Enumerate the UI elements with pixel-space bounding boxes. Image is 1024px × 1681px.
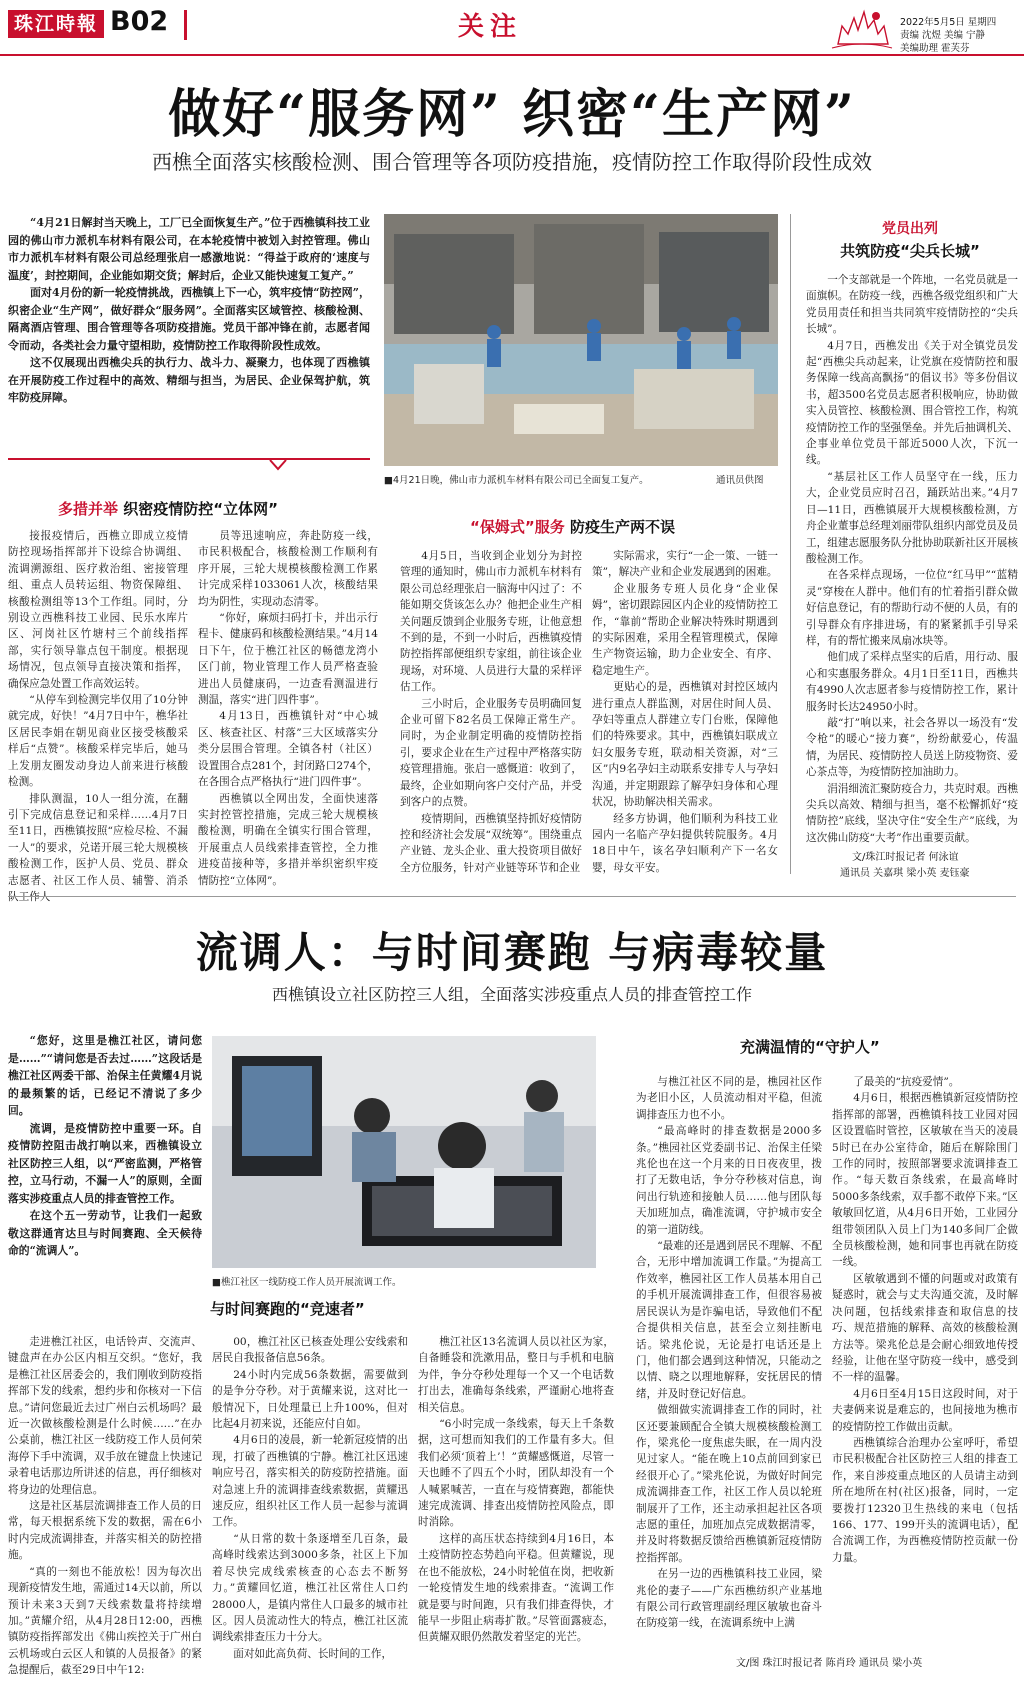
sidebar-title: 共筑防疫“尖兵长城”	[840, 242, 980, 260]
sidebar-divider	[790, 214, 791, 874]
paragraph: 走进樵江社区，电话铃声、交流声、键盘声在办公区内相互交织。“您好，我是樵江社区居委会的，我们刚收到防疫指挥部下发的线索，想约步和你核对一下信息。”请问您最近去过广州白云机场吗？最近一次做核酸检测是什么时候……”在办公桌前，樵江社区一线防疫工作人员何荣海停下手中流调，双手放在键盘上快速记录着电话那边所讲述的信息，再仔细核对将身边的处理信息。	[8, 1336, 202, 1496]
paragraph: 西樵镇以全网出发，全面快速落实封控管控措施，完成三轮大规模核酸检测，明确在全镇实行围合管理，开展重点人员线索排查管控，全力推进疫苗接种等，多措并举织密织牢疫情防控“立体网”。	[198, 792, 378, 887]
story1-sec2-title	[470, 516, 675, 537]
lead-paragraph: 这不仅展现出西樵尖兵的执行力、战斗力、凝聚力，也体现了西樵镇在开展防疫工作过程中的高效、精细与担当，为居民、企业保驾护航，筑牢防疫屏障。	[8, 356, 370, 404]
paragraph: 了最美的“抗疫爱情”。	[853, 1076, 960, 1088]
paragraph: 三小时后，企业服务专员明确回复企业可留下82名员工保障正常生产。同时，为企业制定明确的疫情防控指引，要求企业在生产过程中严格落实防疫管理措施。张启一感慨道：收到了，最终，企业如期向客户交付产品，并受到客户的点赞。	[400, 697, 582, 809]
paragraph: “从停车到检测完毕仅用了10分钟就完成，好快！”4月7日中午，樵华社区居民李娟在朝见商业区接受核酸采样后“点赞”。核酸采样完毕后，她马上发朋友圈发动身边人前来进行核酸检测。	[8, 694, 188, 789]
paragraph: 4月6日的凌晨，新一轮新冠疫情的出现，打破了西樵镇的宁静。樵江社区迅速响应号召，落实相关的防疫防控措施。面对急速上升的流调排查线索数据，黄耀迅速反应，组织社区工作人员一起参与流调工作。	[212, 1434, 408, 1529]
story2-sec1-title: 与时间赛跑的“竞速者”	[210, 1300, 365, 1318]
paragraph: 4月5日，当收到企业划分为封控管理的通知时，佛山市力派机车材料有限公司总经理张启一脑海中闪过了：不能如期交货该怎么办？他把企业生产相关问题反馈到企业服务专班，让他意想不到的是，不到一小时后，西樵镇疫情防控指挥部便组织专家组，前往该企业现场，对环境、人员进行大量的采样评估工作。	[400, 550, 582, 694]
paragraph: “真的一刻也不能放松！因为每次出现新疫情发生地，需通过14天以前，所以预计未来3天到7天线索数量将持续增加。”黄耀介绍，从4月28日12:00，西樵镇防疫指挥部发出《佛山疾控关于广州白云机场或白云区人和镇的人员报备》的紧急提醒后，截至29日中午12:	[8, 1565, 202, 1677]
paragraph: 疫情期间，西樵镇坚持抓好疫情防控和经济社会发展“双统筹”。围绕重点产业链、龙头企业、重大投资项目做好全方位服务，针对产业链等环节和企业	[400, 812, 582, 874]
story1-sec1-col2	[198, 528, 378, 887]
paragraph: 做细做实流调排查工作的同时，社区还要兼顾配合全镇大规模核酸检测工作，梁兆伦一度焦虑失眠，在一周内没见过家人。“能在晚上10点前回到家已经很开心了。”梁兆伦说，为做好时间完成流调排查工作，社区工作人员以轮班制展开了工作，还主动承担起社区各项志愿的重任，加班加点完成数据清零，并及时将数据反馈给西樵镇新冠疫情防控指挥部。	[636, 1404, 822, 1564]
story2-sec1-col1	[8, 1334, 202, 1677]
paragraph: 接报疫情后，西樵立即成立疫情防控现场指挥部并下设综合协调组、流调溯源组、医疗救治组、密接管理组、重点人员转运组、物资保障组、核酸检测组等13个工作组。同时，分别设立西樵科技工业园、民乐水库片区、河岗社区竹塘村三个前线指挥部，实行领导靠点包干制度。根据现场情况，包点领导直接决策和指挥，确保应急处置工作高效运转。	[8, 530, 188, 690]
paragraph: “最难的还是遇到居民不理解、不配合，无形中增加流调工作量。”为提高工作效率，樵园社区工作人员基本用自己的手机开展流调排查工作，但很容易被居民误认为是诈骗电话，导致他们不配合提供相关信息，甚至会立刻挂断电话。梁兆伦说，无论是打电话还是上门，他们都会遇到这种情况，只能动之以情、晓之以理地解释，安抚居民的情绪，并及时登记好信息。	[636, 1240, 822, 1400]
paragraph: 实际需求，实行“一企一策、一链一策”，解决产业和企业发展遇到的困难。	[592, 550, 778, 579]
issue-meta	[900, 16, 1020, 55]
story2-sec2-col2	[832, 1074, 1018, 1634]
story-divider	[8, 896, 1016, 897]
story1-sec1-col1	[8, 528, 188, 887]
issue-date: 2022年5月5日 星期四	[900, 17, 997, 28]
masthead	[0, 0, 1024, 56]
factory-photo	[384, 214, 778, 466]
paragraph: 一个支部就是一个阵地，一名党员就是一面旗帜。在防疫一线，西樵各级党组织和广大党员用责任和担当共同筑牢疫情防控的“尖兵长城”。	[806, 274, 1018, 336]
art-assistant-credit: 美编助理 霍芙芬	[900, 43, 970, 54]
sidebar-byline-correspondents: 通讯员 关嘉琪 梁小英 麦钰豪	[840, 868, 970, 879]
paragraph: 樵江社区13名流调人员以社区为家，自备睡袋和洗漱用品，整日与手机和电脑为伴，争分夺秒处理每一个又一个电话数打出去，准确每条线索，严谨耐心地将查相关信息。	[418, 1336, 614, 1414]
paragraph: 这样的高压状态持续到4月16日，本土疫情防控态势趋向平稳。但黄耀说，现在也不能放松，24小时轮值在岗，把收新一轮疫情发生地的线索排查。“流调工作就是要与时间跑，只有我们排查得快，才能早一步阻止病毒扩散。”尽管面露疲态，但黄耀双眼仍然散发着坚定的光芒。	[418, 1532, 614, 1644]
sec2-title-highlight: “保姆式”服务	[470, 518, 565, 536]
paragraph: 经多方协调，他们顺利为科技工业园内一名临产孕妇提供转院服务。4月18日中午，该名孕妇顺利产下一名女婴，母女平安。	[592, 812, 778, 874]
paragraph: 24小时内完成56条数据，需要做到的是争分夺秒。对于黄耀来说，这对比一般情况下，日处理量已上升100%，但对比起4月初来说，还能应付自如。	[212, 1368, 408, 1431]
paragraph: 4月6日，根据西樵镇新冠疫情防控指挥部的部署，西樵镇科技工业园对园区设置临时管控，区敏敏在当天的凌晨5时已在办公室待命，随后在解除围门工作的同时，按照部署要求流调排查工作。“每天数百条线索，在最高峰时5000多条线索，双手都不敢停下来。”区敏敏回忆道，从4月6日开始，工业园分组带领团队入员上门为140多间厂企做全员核酸检测，她和同事也再就在防疫一线。	[832, 1092, 1018, 1269]
paragraph: 4月13日，西樵镇针对“中心城区、核查社区、村落”三大区域落实分类分层围合管理。全镇各村（社区）设置围合点281个，封闭路口274个，在各围合点严格执行“进门四件事”。	[198, 710, 378, 789]
paragraph: 企业服务专班人员化身“企业保姆”，密切跟踪园区内企业的疫情防控工作，“靠前”帮助企业解决特殊时期遇到的实际困难，采用全程管理模式，保障生产物资运输，助力企业安全、有序、稳定地生产。	[592, 582, 778, 677]
editor-credit: 责编 沈煜 美编 宁静	[900, 30, 986, 41]
lead-paragraph: “您好，这里是樵江社区，请问您是……”“请问您是否去过……”这段话是樵江社区两委干部、治保主任黄耀4月说的最频繁的话，已经记不清说了多少回。	[8, 1034, 202, 1117]
paragraph: 4月7日，西樵发出《关于对全镇党员发起“西樵尖兵动起来，让党旗在疫情防控和服务保障一线高高飘扬”的倡议书》等多份倡议书，超3500名党员志愿者积极响应，协助做实入员管控、核酸检测、围合管控工作，构筑疫情防控工作的坚强堡垒。并先后抽调机关、企事业单位党员干部近5000人次，下沉一线。	[806, 339, 1018, 467]
story2-byline: 文/图 珠江时报记者 陈肖玲 通讯员 梁小英	[736, 1658, 923, 1669]
section-name: 关注	[457, 12, 522, 42]
office-photo-caption: ■樵江社区一线防疫工作人员开展流调工作。	[212, 1277, 402, 1288]
paragraph: 4月6日至4月15日这段时间，对于夫妻俩来说是难忘的，也间接地为樵市的疫情防控工作做出贡献。	[832, 1387, 1018, 1433]
sidebar-text	[806, 272, 1018, 842]
paragraph: 00，樵江社区已核查处理公安线索和居民自我报备信息56条。	[212, 1336, 408, 1365]
paragraph: 与樵江社区不同的是，樵园社区作为老旧小区，人员流动相对平稳，但流调排查压力也不小。	[636, 1076, 822, 1121]
paragraph: 员等迅速响应，奔赴防疫一线，市民积极配合，核酸检测工作顺利有序开展，三轮大规模核酸检测工作累计完成采样1033061人次，核酸结果均为阴性，实现动态清零。	[198, 530, 378, 608]
paragraph: 排队测温，10人一组分流，在翻引下完成信息登记和采样……4月7日至11日，西樵镇按照“应检尽检、不漏一人”的要求，兑诺开展三轮大规模核酸检测工作，医护人员、党员、群众志愿者、社区工作人员、辅警、消杀	[8, 792, 188, 887]
paragraph: “6小时完成一条线索，每天上千条数据，这可想而知我们的工作量有多大。但我们必须‘顶着上’！”黄耀感慨道，尽管一天也睡不了四五个小时，团队却没有一个人喊累喊苦，一直在与疫情赛跑，都能快速完成流调、排查出疫情防控风险点，即时消除。	[418, 1418, 614, 1529]
story2-sec1-col2	[212, 1334, 408, 1660]
lead-divider	[8, 458, 370, 460]
newspaper-logo: 珠江時報	[8, 10, 104, 38]
lead-paragraph: “4月21日解封当天晚上，工厂已全面恢复生产。”位于西樵镇科技工业园的佛山市力派机车材料有限公司，在本轮疫情中被划入封控管理。佛山市力派机车材料有限公司总经理张启一感激地说：“得益于政府的‘速度与温度’，封控期间，企业能如期交货；解封后，企业又能快速复工复产。”	[8, 216, 370, 282]
paragraph: 在另一边的西樵镇科技工业园，梁兆伦的妻子——广东西樵纺织产业基地有限公司行政管理副经理区敏敏也奋斗在防疫第一线，在流调系统中上满	[636, 1568, 822, 1630]
story2-headline: 流调人：与时间赛跑 与病毒较量	[195, 928, 829, 977]
paragraph: “从日常的数十条逐增至几百条，最高峰时线索达到3000多条，社区上下加着尽快完成线索核查的心态去不断努力。”黄耀回忆道，樵江社区常住人口约28000人，是镇内常住人口最多的城市社区。因人员流动性大的特点，樵江社区流调线索排查压力十分大。	[212, 1532, 408, 1644]
story1-lead	[8, 214, 370, 454]
story1-headline: 做好“服务网” 织密“生产网”	[168, 84, 856, 145]
paragraph: 区敏敏遇到不懂的问题或对政策有疑惑时，就会与丈夫沟通交流，及时解决问题，包括线索排查和取信息的技巧、规范措施的解释、高效的核酸检测方法等。梁兆伦总是会耐心细致地传授经验，让他在坚守防疫一线中，感受到不一样的温馨。	[832, 1272, 1018, 1384]
paragraph: 面对如此高负荷、长时间的工作，	[233, 1647, 393, 1660]
factory-photo-credit: 通讯员供图	[716, 475, 764, 486]
story2-subhead: 西樵镇设立社区防控三人组，全面落实涉疫重点人员的排查管控工作	[271, 985, 752, 1004]
sidebar-title-highlight: 党员出列	[882, 221, 938, 237]
story1-sec2-col1	[400, 548, 582, 874]
paragraph: 他们成了采样点坚实的后盾，用行动、服心和实惠服务群众。4月1日至11日，西樵共有4990人次志愿者参与疫情防控工作，累计服务时长达24950小时。	[806, 651, 1018, 713]
lion-emblem-icon	[828, 4, 896, 52]
paragraph: 在各采样点现场，一位位“红马甲”“蓝精灵”穿梭在人群中。他们有的忙着指引群众做好信息登记，有的帮助行动不便的人员，有的引导群众有序排进场，有的紧紧抓手引导采样，有的帮忙搬来凤扇冰块等。	[806, 569, 1018, 647]
sidebar-byline-reporter: 文/珠江时报记者 何泳谊	[852, 852, 959, 863]
paragraph: 这是社区基层流调排查工作人员的日常，每天根据系统下发的数据，需在6小时内完成流调排查，并落实相关的防控措施。	[8, 1500, 202, 1562]
sec1-title-highlight: 多措并举	[58, 500, 119, 518]
paragraph: 更贴心的是，西樵镇对封控区域内进行重点人群监测，对居住时间人员、孕妇等重点人群建立专门台账，保障他们的特殊要求。其中，西樵镇妇联成立妇女服务专班，联动相关资源，对“三区”内9名孕妇主动联系安排专人与孕妇沟通，并定期跟踪了解孕妇身体和心理状况，协助解决相关需求。	[592, 681, 778, 809]
paragraph: 涓涓细流汇聚防疫合力，共克时艰。西樵尖兵以高效、精细与担当，毫不松懈抓好“疫情防控”底线，坚决守住“安全生产”底线，为这次佛山防疫“大考”作出重要贡献。	[806, 782, 1018, 844]
lead-paragraph: 面对4月份的新一轮疫情挑战，西樵镇上下一心，筑牢疫情“防控网”，织密企业“生产网”，做好群众“服务网”。全面落实区域管控、核酸检测、隔离酒店管理、围合管理等各项防疫措施。党员干部冲锋在前，志愿者闻令而动，各类社会力量守望相助，疫情防控工作取得阶段性成效。	[8, 286, 370, 352]
page-number: B02	[110, 6, 169, 37]
factory-photo-caption: ■4月21日晚，佛山市力派机车材料有限公司已全面复工复产。	[384, 475, 649, 486]
story2-sec1-col3	[418, 1334, 614, 1650]
paragraph: 敲“打”响以来，社会各界以一场没有“发令枪”的暖心“接力赛”，纷纷献爱心，传温情，为居民、疫情防控人员送上防疫物资、爱心茶点等，为疫情防控加油助力。	[806, 716, 1018, 779]
story2-lead	[8, 1032, 202, 1284]
lead-paragraph: 在这个五一劳动节，让我们一起致敬这群通宵达旦与时间赛跑、全天候待命的“流调人”。	[8, 1209, 202, 1257]
sec1-title-text: 织密疫情防控“立体网”	[123, 500, 278, 518]
lead-paragraph: 流调，是疫情防控中重要一环。自疫情防控阻击战打响以来，西樵镇设立社区防控三人组，以“严密监测，严格管控，立马行动，不漏一人”的原则，全面落实涉疫重点人员的排查管控工作。	[8, 1121, 202, 1205]
paragraph: “基层社区工作人员坚守在一线，压力大，企业党员应时召召，踊跃站出来。”4月7日—11日，西樵镇展开大规模核酸检测，方舟企业董事总经理刘丽带队组织内部党员及员工，组建志愿服务队分批协助联新社区开展核酸检测工作。	[806, 470, 1018, 565]
paragraph: 西樵镇综合治理办公室呼吁，希望市民积极配合社区防控三人组的排查工作，来自涉疫重点地区的人员请主动到所在地所在村(社区)报备，同时，一定要拨打12320卫生热线的来电（包括166、177、199开头的流调电话），配合流调工作，为西樵疫情防控贡献一份力量。	[832, 1436, 1018, 1564]
chevron-down-icon	[268, 459, 288, 471]
story2-sec2-col1	[636, 1074, 822, 1634]
page-number-divider	[184, 10, 187, 40]
story1-subhead: 西樵全面落实核酸检测、围合管理等各项防疫措施，疫情防控工作取得阶段性成效	[152, 150, 872, 174]
paragraph: “最高峰时的排查数据是2000多条。”樵园社区党委副书记、治保主任梁兆伦也在这一个月来的日日夜夜里，拨打了无数电话，争分夺秒核对信息，询问出行轨迹和接触人员……他与团队每天加班加点，确准流调，守护城市安全的第一道防线。	[636, 1125, 822, 1236]
paragraph: “你好，麻烦扫码打卡，并出示行程卡、健康码和核酸检测结果。”4月14日下午，位于樵江社区的畅德龙湾小区门前，物业管理工作人员严格查验进出人员健康码，一边查看测温进行测温，落实“进门四件事”。	[198, 612, 378, 707]
sec2-title-text: 防疫生产两不误	[569, 518, 675, 536]
office-photo	[212, 1036, 596, 1268]
story2-sec2-title: 充满温情的“守护人”	[740, 1038, 880, 1056]
story1-sec1-title	[58, 498, 278, 519]
story1-sec2-col2	[592, 548, 778, 874]
